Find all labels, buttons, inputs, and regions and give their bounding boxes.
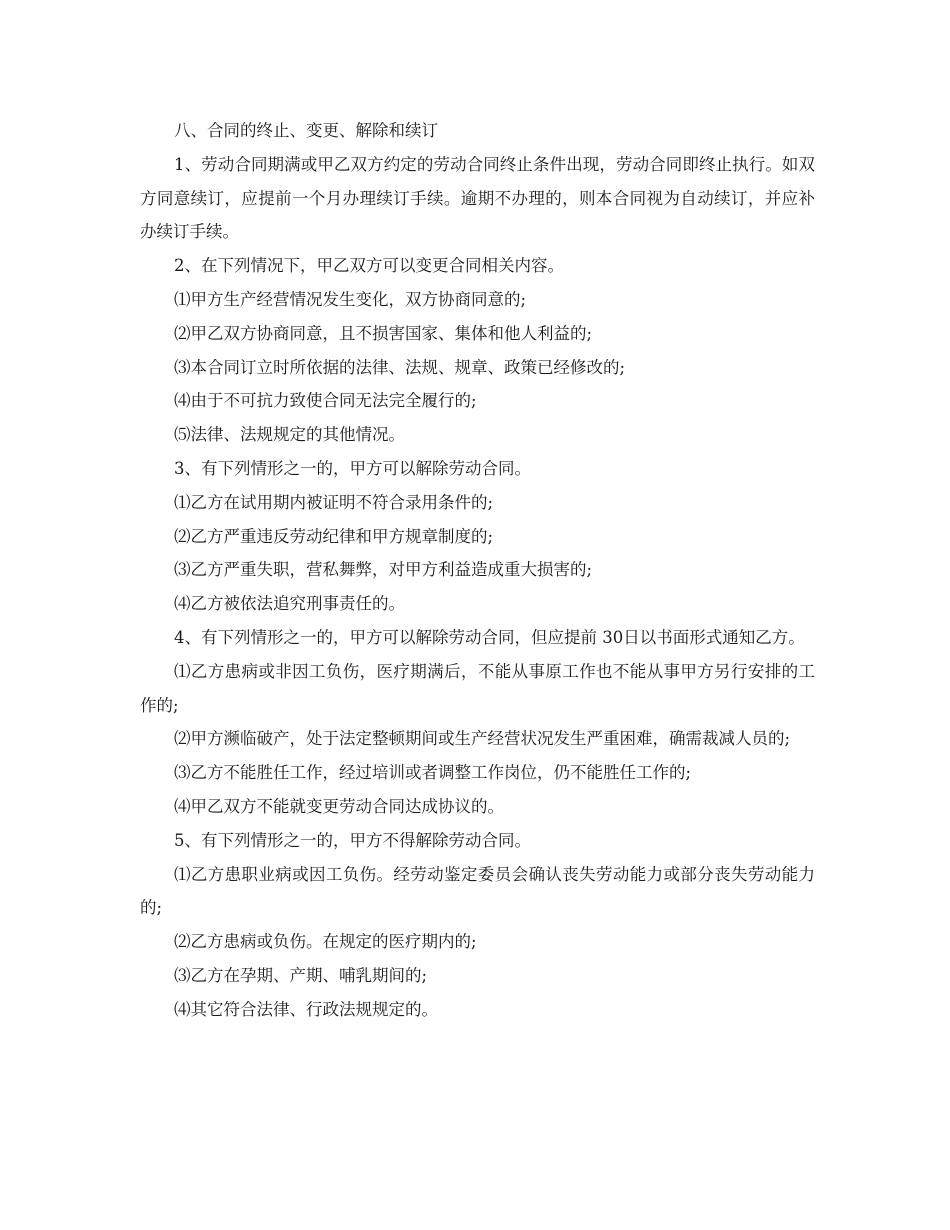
clause-3-item-3: ⑶乙方严重失职，营私舞弊，对甲方利益造成重大损害的; [174,560,593,580]
clause-2-item-1: ⑴甲方生产经营情况发生变化，双方协商同意的; [174,289,527,309]
clause-3-item-1: ⑴乙方在试用期内被证明不符合录用条件的; [174,492,494,512]
clause-5-item-4: ⑷其它符合法律、行政法规规定的。 [174,999,438,1019]
clause-3-item-2: ⑵乙方严重违反劳动纪律和甲方规章制度的; [174,526,494,546]
clause-4-item-1: ⑴乙方患病或非因工负伤，医疗期满后，不能从事原工作也不能从事甲方另行安排的工作的; [140,661,815,715]
clause-3: 3、有下列情形之一的，甲方可以解除劳动合同。 [174,458,531,478]
clause-5-item-3: ⑶乙方在孕期、产期、哺乳期间的; [174,965,428,985]
section-heading: 八、合同的终止、变更、解除和续订 [174,121,438,140]
clause-5-item-1: ⑴乙方患职业病或因工负伤。经劳动鉴定委员会确认丧失劳动能力或部分丧失劳动能力的; [140,864,815,918]
clause-2-item-3: ⑶本合同订立时所依据的法律、法规、规章、政策已经修改的; [174,357,626,377]
clause-2-item-4: ⑷由于不可抗力致使合同无法完全履行的; [174,391,477,411]
clause-5: 5、有下列情形之一的，甲方不得解除劳动合同。 [174,830,531,850]
clause-4-item-4: ⑷甲乙双方不能就变更劳动合同达成协议的。 [174,796,504,816]
document-body [140,114,815,1027]
clause-2-item-5: ⑸法律、法规规定的其他情况。 [174,425,405,445]
clause-4-item-2: ⑵甲方濒临破产，处于法定整顿期间或生产经营状况发生严重困难，确需裁减人员的; [174,729,791,749]
clause-2-item-2: ⑵甲乙双方协商同意，且不损害国家、集体和他人利益的; [174,323,593,343]
clause-2: 2、在下列情况下，甲乙双方可以变更合同相关内容。 [174,256,564,276]
clause-4-item-3: ⑶乙方不能胜任工作，经过培训或者调整工作岗位，仍不能胜任工作的; [174,763,692,783]
clause-4: 4、有下列情形之一的，甲方可以解除劳动合同，但应提前 30日以书面形式通知乙方。 [174,627,805,647]
clause-5-item-2: ⑵乙方患病或负伤。在规定的医疗期内的; [174,932,477,952]
clause-3-item-4: ⑷乙方被依法追究刑事责任的。 [174,594,405,614]
clause-1: 1、劳动合同期满或甲乙双方约定的劳动合同终止条件出现，劳动合同即终止执行。如双方同意续订，应提前一个月办理续订手续。逾期不办理的，则本合同视为自动续订，并应补办续订手续。 [140,154,815,242]
